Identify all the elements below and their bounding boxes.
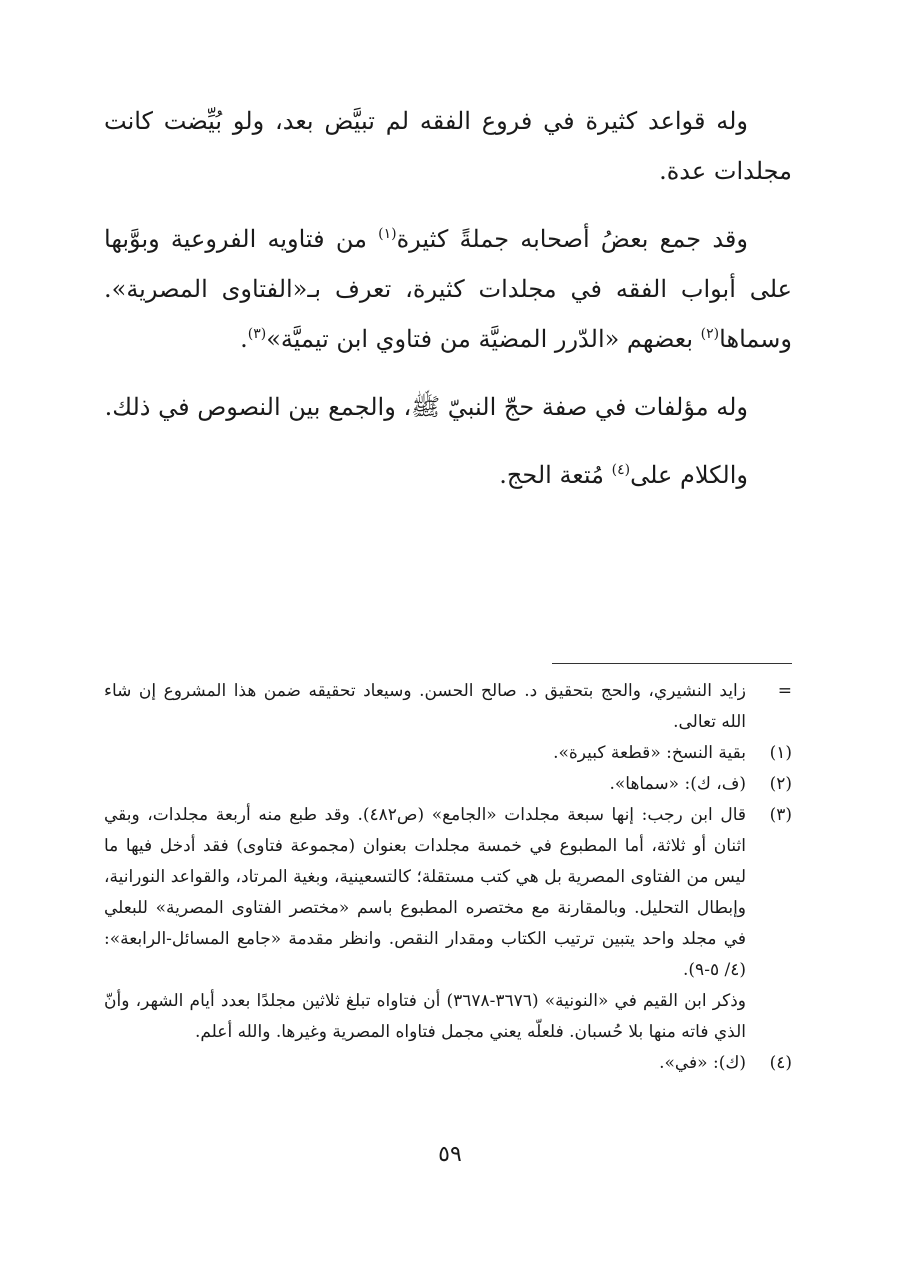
footnote-4-text: (ك): «في». — [659, 1053, 746, 1073]
footnote-4 — [104, 1048, 792, 1079]
footnote-3-text: قال ابن رجب: إنها سبعة مجلدات «الجامع» (ص٤٨٢). وقد طبع منه أربعة مجلدات، وبقي اثنان أو ثلاثة، أما المطبوع في خمسة مجلدات بعنوان (مجموعة فتاوى) فقد أدخل فيها ما ليس من الفتاوى المصرية بل هي كتب مستقلة؛ كالتسعينية، وبغية المرتاد، والقواعد النورانية، وإبطال التحليل. وبالمقارنة مع مختصره المطبوع باسم «مختصر الفتاوى المصرية» للبعلي في مجلد واحد يتبين ترتيب الكتاب ومقدار النقص. وانظر مقدمة «جامع المسائل-الرابعة»: (٤/ ٥-٩). — [104, 805, 747, 980]
footnote-ref-3[interactable]: (٣) — [247, 326, 267, 342]
footnote-1-marker: (١) — [769, 743, 792, 763]
paragraph-4-part-b: مُتعة الحج. — [499, 461, 612, 489]
page — [104, 96, 792, 1073]
footnote-ref-2[interactable]: (٢) — [700, 326, 720, 342]
footnote-3-marker: (٣) — [769, 805, 792, 825]
footnote-1-text: بقية النسخ: «قطعة كبيرة». — [553, 743, 746, 763]
footnote-continued-text: زايد النشيري، والحج بتحقيق د. صالح الحسن. وسيعاد تحقيقه ضمن هذا المشروع إن شاء الله تعالى. — [104, 681, 746, 732]
main-text — [104, 96, 792, 500]
footnote-2 — [104, 769, 792, 800]
paragraph-4 — [104, 450, 792, 500]
footnote-3-text-2: وذكر ابن القيم في «النونية» (٣٦٧٦-٣٦٧٨) أن فتاواه تبلغ ثلاثين مجلدًا بعدد أيام الشهر، وأنّ الذي فاته منها بلا حُسبان. فلعلّه يعني مجمل فتاواه المصرية وغيرها. والله أعلم. — [104, 991, 746, 1042]
footnote-continued — [104, 676, 792, 738]
footnote-1 — [104, 738, 792, 769]
footnote-separator — [552, 663, 792, 664]
footnote-3 — [104, 800, 792, 1048]
footnote-ref-1[interactable]: (١) — [378, 226, 397, 242]
paragraph-2-part-b: من فتاويه الفروعية وبوَّبها على أبواب الفقه في مجلدات كثيرة، تعرف بـ«الفتاوى المصرية». وسماها — [104, 225, 792, 353]
footnote-2-marker: (٢) — [769, 774, 792, 794]
page-number: ٥٩ — [438, 1142, 462, 1167]
footnote-continued-marker: = — [777, 681, 792, 701]
footnotes — [104, 676, 792, 1079]
paragraph-2 — [104, 214, 792, 364]
footnote-4-marker: (٤) — [769, 1053, 792, 1073]
paragraph-1: وله قواعد كثيرة في فروع الفقه لم تبيَّض بعد، ولو بُيِّضت كانت مجلدات عدة. — [104, 107, 792, 185]
paragraph-2-part-c: بعضهم «الدّرر المضيَّة من فتاوي ابن تيميَّة» — [266, 325, 701, 353]
paragraph-2-part-d: . — [240, 325, 248, 353]
paragraph-3: وله مؤلفات في صفة حجّ النبيّ ﷺ، والجمع بين النصوص في ذلك. — [104, 393, 748, 421]
footnote-ref-4[interactable]: (٤) — [611, 462, 631, 478]
footnote-2-text: (ف، ك): «سماها». — [609, 774, 746, 794]
paragraph-2-part-a: وقد جمع بعضُ أصحابه جملةً كثيرة — [396, 225, 748, 253]
paragraph-4-part-a: والكلام على — [630, 461, 748, 489]
